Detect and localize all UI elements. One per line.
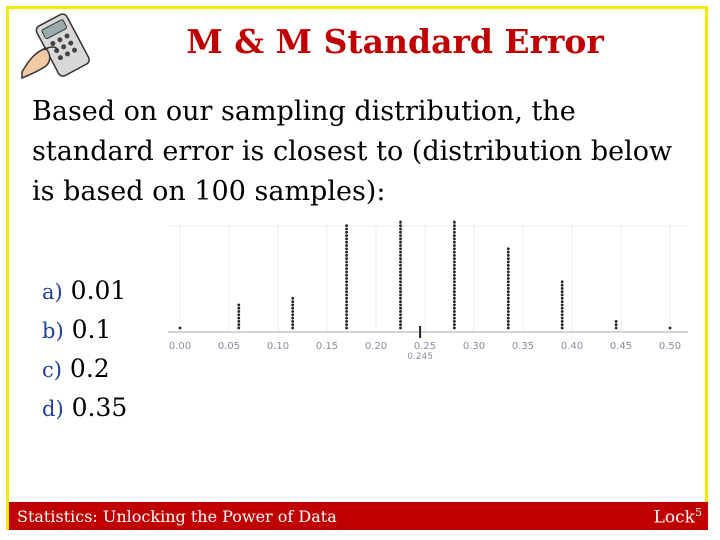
dot [399,234,402,237]
dot [179,327,182,330]
dot [399,231,402,234]
dot [237,327,240,330]
dot [561,327,564,330]
dot [399,220,402,221]
dot [345,284,348,287]
dot [345,274,348,277]
dot [507,277,510,280]
dot [453,264,456,267]
dot [291,320,294,323]
dot [561,300,564,303]
dot [345,234,348,237]
dot [453,271,456,274]
dot [561,284,564,287]
dot [453,220,456,221]
dot [453,224,456,227]
option-letter: c) [42,358,62,382]
dot [453,244,456,247]
dot [345,277,348,280]
dot [561,323,564,326]
dot [345,290,348,293]
dot [399,287,402,290]
option-value: 0.01 [70,276,127,305]
footer-brand [654,506,702,528]
dot [453,327,456,330]
dot [507,247,510,250]
x-tick-label: 0.40 [560,341,584,352]
dot [453,261,456,264]
dot [453,241,456,244]
footer-book-title: Statistics: Unlocking the Power of Data [17,507,337,526]
dot [507,317,510,320]
dot [399,274,402,277]
dot [507,310,510,313]
dot [507,304,510,307]
dot [453,310,456,313]
dot [237,310,240,313]
dot [399,267,402,270]
dot [345,267,348,270]
dot [507,294,510,297]
dot [345,244,348,247]
dot [453,251,456,254]
dot [237,320,240,323]
dot [399,284,402,287]
dot [345,313,348,316]
dot [507,274,510,277]
dot [507,261,510,264]
dot [561,280,564,283]
dot [399,261,402,264]
dot [237,313,240,316]
footer-brand-main: Lock [653,507,695,528]
dot [291,310,294,313]
x-tick-label: 0.00 [168,341,192,352]
dot [345,254,348,257]
dot [399,320,402,323]
x-tick-label: 0.50 [658,341,682,352]
x-tick-label: 0.15 [315,341,339,352]
dot [399,277,402,280]
dot [453,221,456,224]
dot [399,323,402,326]
x-tick-label: 0.45 [609,341,633,352]
dot [561,320,564,323]
dot [615,327,618,330]
dot [345,327,348,330]
x-tick-label: 0.30 [462,341,486,352]
option-b[interactable] [42,311,127,350]
dot [507,290,510,293]
option-value: 0.2 [69,354,110,383]
dot [507,251,510,254]
mean-marker-label: 0.245 [407,352,433,362]
dot [345,317,348,320]
dot [561,297,564,300]
dot [399,228,402,231]
dot [453,317,456,320]
dot [561,287,564,290]
dot [399,251,402,254]
dot [345,257,348,260]
dot [291,313,294,316]
answer-options [42,272,127,428]
dot [345,261,348,264]
dot [399,271,402,274]
dot [453,247,456,250]
slide-title: M & M Standard Error [186,22,604,61]
dot [237,307,240,310]
dot [399,280,402,283]
dot [291,300,294,303]
dot [507,264,510,267]
dot [399,238,402,241]
dot [399,224,402,227]
dot [507,313,510,316]
dot [507,287,510,290]
dot [453,277,456,280]
dot [345,228,348,231]
dot [345,280,348,283]
dot [399,304,402,307]
dot [507,267,510,270]
dot [507,323,510,326]
footer-bar [9,502,708,530]
option-letter: d) [42,397,64,421]
dot [345,310,348,313]
dot [453,238,456,241]
dot [399,257,402,260]
dot [291,297,294,300]
dot [345,247,348,250]
dot [453,323,456,326]
dot [345,251,348,254]
x-tick-label: 0.10 [266,341,290,352]
dot [561,307,564,310]
dot [399,254,402,257]
dot [453,274,456,277]
dot [615,320,618,323]
dot [453,290,456,293]
dot [237,304,240,307]
dot [507,297,510,300]
dot [399,307,402,310]
dot [399,317,402,320]
dot [345,241,348,244]
dot [507,300,510,303]
dot [399,264,402,267]
option-c[interactable] [42,350,127,389]
dot [561,304,564,307]
dot [399,221,402,224]
dot [507,271,510,274]
dot [453,267,456,270]
dot [453,313,456,316]
dot [399,290,402,293]
dot [453,304,456,307]
dot [291,307,294,310]
dot [399,310,402,313]
dot [507,280,510,283]
dot [345,271,348,274]
dot [453,287,456,290]
dot [345,231,348,234]
dot [291,323,294,326]
dot [453,231,456,234]
dot [507,284,510,287]
dot [399,300,402,303]
dot [453,297,456,300]
dot [399,327,402,330]
sampling-dotplot [168,220,688,370]
dot [345,287,348,290]
dot [453,254,456,257]
option-letter: a) [42,280,63,304]
dot [399,241,402,244]
dot [345,323,348,326]
dot [453,257,456,260]
footer-brand-sup: 5 [695,506,702,519]
x-tick-label: 0.35 [511,341,535,352]
dot [453,320,456,323]
dot [507,254,510,257]
dot [453,284,456,287]
dot [507,320,510,323]
dot [453,280,456,283]
dot [291,304,294,307]
dot [345,224,348,227]
dot [291,327,294,330]
option-letter: b) [42,319,64,343]
dot [453,294,456,297]
dot [399,247,402,250]
dot [453,234,456,237]
dot [399,294,402,297]
dot [615,323,618,326]
dot [345,307,348,310]
clicker-hand-icon [16,12,106,80]
dot [561,313,564,316]
x-tick-label: 0.20 [364,341,388,352]
option-value: 0.35 [71,393,128,422]
x-tick-label: 0.25 [413,341,437,352]
option-a[interactable] [42,272,127,311]
dot [561,290,564,293]
dot [399,313,402,316]
dot [345,238,348,241]
dot [291,317,294,320]
dot [399,244,402,247]
dot [561,317,564,320]
dot [237,323,240,326]
dot [453,300,456,303]
dot [561,310,564,313]
dot [669,327,672,330]
dot [561,294,564,297]
dot [453,307,456,310]
dot [507,257,510,260]
dot [507,307,510,310]
dot [345,264,348,267]
x-tick-label: 0.05 [217,341,241,352]
dot [453,228,456,231]
dot [507,327,510,330]
option-d[interactable] [42,389,127,428]
dot [399,297,402,300]
dot [345,297,348,300]
question-text: Based on our sampling distribution, the standard error is closest to (distribution below is based on 100 samples): [32,96,673,207]
dot [345,294,348,297]
dot [345,300,348,303]
dot [345,304,348,307]
dot [237,317,240,320]
dot [345,320,348,323]
option-value: 0.1 [71,315,112,344]
